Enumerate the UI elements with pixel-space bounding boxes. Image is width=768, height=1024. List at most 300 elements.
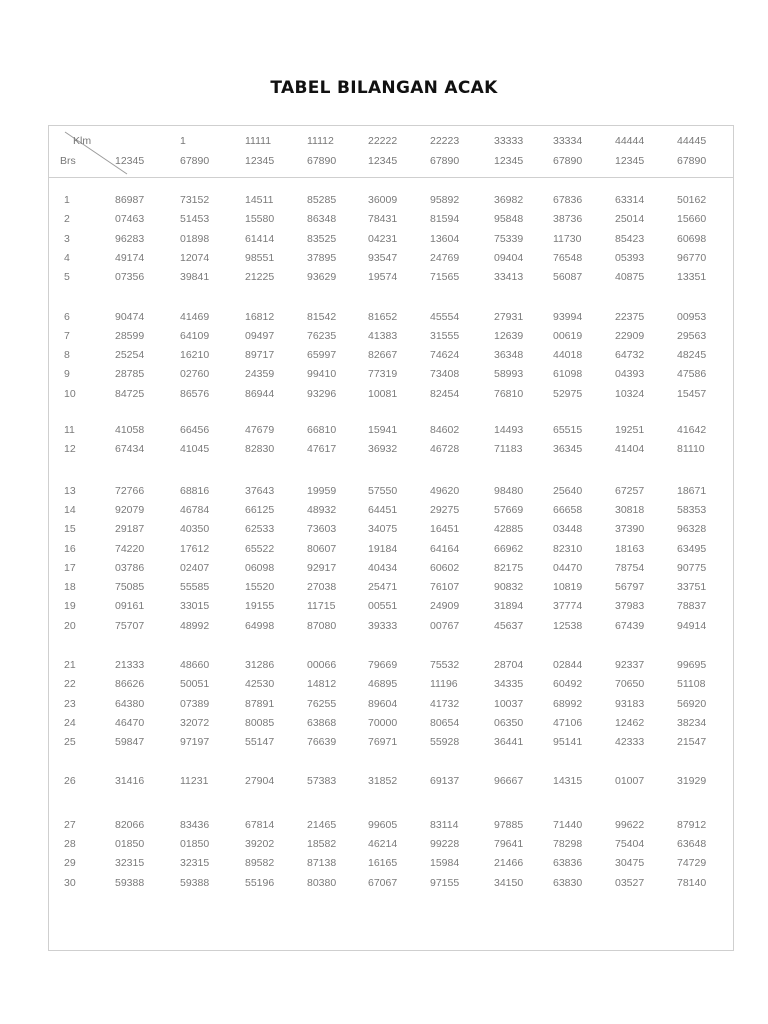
- table-cell: 76548: [553, 251, 583, 264]
- table-cell: 49620: [430, 484, 460, 497]
- row-number: 3: [64, 232, 70, 245]
- table-cell: 00066: [307, 659, 337, 671]
- table-cell: 36441: [494, 736, 524, 749]
- table-cell: 42530: [245, 678, 275, 691]
- table-cell: 60492: [553, 678, 583, 691]
- table-cell: 66962: [494, 542, 524, 555]
- table-cell: 32315: [180, 857, 210, 870]
- table-cell: 33413: [494, 271, 524, 284]
- table-cell: 16812: [245, 310, 275, 323]
- table-cell: 41045: [180, 443, 210, 456]
- table-cell: 36009: [368, 194, 398, 206]
- table-cell: 56087: [553, 271, 583, 284]
- table-cell: 86576: [180, 387, 210, 400]
- table-cell: 99605: [368, 818, 398, 831]
- table-row: [49, 504, 733, 523]
- page-title: TABEL BILANGAN ACAK: [270, 78, 498, 98]
- table-row: [49, 233, 733, 252]
- row-number: 24: [64, 716, 76, 729]
- table-cell: 12462: [615, 716, 645, 729]
- table-cell: 58993: [494, 368, 524, 381]
- table-cell: 96283: [115, 232, 145, 245]
- table-cell: 02407: [180, 561, 210, 574]
- table-cell: 46784: [180, 503, 210, 516]
- table-row: [49, 194, 733, 213]
- table-cell: 76107: [430, 581, 460, 594]
- table-cell: 14493: [494, 424, 524, 436]
- table-cell: 41383: [368, 329, 398, 342]
- table-cell: 80654: [430, 716, 460, 729]
- table-cell: 16451: [430, 523, 460, 536]
- table-cell: 40875: [615, 271, 645, 284]
- table-cell: 15984: [430, 857, 460, 870]
- table-row: [49, 659, 733, 678]
- table-row: [49, 330, 733, 349]
- table-row: [49, 717, 733, 736]
- table-row: [49, 819, 733, 838]
- table-cell: 86987: [115, 194, 145, 206]
- table-row: [49, 620, 733, 639]
- table-row: [49, 775, 733, 794]
- table-cell: 84725: [115, 387, 145, 400]
- table-cell: 65515: [553, 424, 583, 436]
- table-cell: 00551: [368, 600, 398, 613]
- table-cell: 78431: [368, 213, 398, 226]
- table-cell: 04231: [368, 232, 398, 245]
- table-cell: 19155: [245, 600, 275, 613]
- table-row: [49, 213, 733, 232]
- table-cell: 15660: [677, 213, 707, 226]
- table-cell: 48932: [307, 503, 337, 516]
- table-cell: 15941: [368, 424, 398, 436]
- table-cell: 47586: [677, 368, 707, 381]
- table-row: [49, 523, 733, 542]
- table-cell: 16210: [180, 349, 210, 362]
- table-cell: 82310: [553, 542, 583, 555]
- table-cell: 76235: [307, 329, 337, 342]
- table-cell: 17612: [180, 542, 210, 555]
- table-cell: 37643: [245, 484, 275, 497]
- row-number: 8: [64, 349, 70, 362]
- table-cell: 19184: [368, 542, 398, 555]
- random-number-table: [48, 125, 734, 951]
- table-cell: 18163: [615, 542, 645, 555]
- table-cell: 89582: [245, 857, 275, 870]
- table-cell: 11196: [430, 678, 458, 691]
- table-cell: 75085: [115, 581, 145, 594]
- table-cell: 59847: [115, 736, 145, 749]
- column-header-bottom: 12345: [115, 155, 145, 167]
- table-cell: 73603: [307, 523, 337, 536]
- column-header-top: 33333: [494, 135, 524, 147]
- table-cell: 66456: [180, 424, 210, 436]
- table-cell: 87138: [307, 857, 337, 870]
- table-cell: 55147: [245, 736, 275, 749]
- table-cell: 12639: [494, 329, 524, 342]
- table-cell: 47679: [245, 424, 275, 436]
- table-cell: 18671: [677, 484, 707, 497]
- table-cell: 37774: [553, 600, 583, 613]
- corner-column-label: Klm: [73, 135, 92, 147]
- table-cell: 68816: [180, 484, 210, 497]
- table-cell: 10324: [615, 387, 645, 400]
- table-cell: 40434: [368, 561, 398, 574]
- row-number: 17: [64, 561, 76, 574]
- table-cell: 10081: [368, 387, 398, 400]
- table-cell: 31929: [677, 774, 707, 787]
- column-header-top: 11111: [245, 135, 272, 147]
- table-cell: 75532: [430, 659, 460, 671]
- column-header-top: 22223: [430, 135, 460, 147]
- row-number: 10: [64, 387, 76, 400]
- table-cell: 09161: [115, 600, 145, 613]
- table-row: [49, 562, 733, 581]
- table-cell: 01850: [180, 838, 210, 851]
- row-number: 19: [64, 600, 76, 613]
- table-cell: 11730: [553, 232, 582, 245]
- table-cell: 39202: [245, 838, 275, 851]
- table-cell: 95892: [430, 194, 460, 206]
- table-cell: 24359: [245, 368, 275, 381]
- corner-row-label: Brs: [60, 155, 76, 167]
- table-cell: 09404: [494, 251, 524, 264]
- column-header-bottom: 67890: [430, 155, 460, 167]
- column-header-top: 1: [180, 135, 186, 147]
- table-cell: 31286: [245, 659, 275, 671]
- table-cell: 60602: [430, 561, 460, 574]
- row-number: 7: [64, 329, 70, 342]
- table-cell: 71183: [494, 443, 523, 456]
- table-cell: 98480: [494, 484, 524, 497]
- table-cell: 56920: [677, 697, 707, 710]
- table-cell: 36932: [368, 443, 398, 456]
- table-row: [49, 368, 733, 387]
- table-cell: 52975: [553, 387, 583, 400]
- table-cell: 90474: [115, 310, 145, 323]
- table-cell: 41058: [115, 424, 145, 436]
- table-row: [49, 857, 733, 876]
- table-cell: 63314: [615, 194, 645, 206]
- row-number: 25: [64, 736, 76, 749]
- table-cell: 82454: [430, 387, 460, 400]
- table-row: [49, 678, 733, 697]
- table-cell: 30818: [615, 503, 645, 516]
- table-cell: 33751: [677, 581, 707, 594]
- table-cell: 67434: [115, 443, 145, 456]
- row-number: 14: [64, 503, 76, 516]
- table-cell: 22909: [615, 329, 645, 342]
- table-cell: 19959: [307, 484, 337, 497]
- table-cell: 66125: [245, 503, 275, 516]
- table-row: [49, 581, 733, 600]
- table-cell: 21466: [494, 857, 524, 870]
- table-cell: 31416: [115, 774, 145, 787]
- row-number: 20: [64, 619, 76, 632]
- table-cell: 28599: [115, 329, 145, 342]
- table-cell: 44018: [553, 349, 583, 362]
- row-number: 27: [64, 818, 76, 831]
- table-row: [49, 736, 733, 755]
- table-cell: 31894: [494, 600, 524, 613]
- table-cell: 99695: [677, 659, 707, 671]
- column-header-bottom: 12345: [494, 155, 524, 167]
- table-cell: 01850: [115, 838, 145, 851]
- table-header: [49, 126, 733, 178]
- table-cell: 73408: [430, 368, 460, 381]
- table-cell: 04393: [615, 368, 645, 381]
- table-cell: 21333: [115, 659, 145, 671]
- table-cell: 01898: [180, 232, 210, 245]
- row-number: 15: [64, 523, 76, 536]
- table-row: [49, 698, 733, 717]
- table-cell: 80085: [245, 716, 275, 729]
- table-cell: 63495: [677, 542, 707, 555]
- table-cell: 42885: [494, 523, 524, 536]
- table-row: [49, 877, 733, 896]
- table-cell: 87891: [245, 697, 275, 710]
- table-cell: 15520: [245, 581, 275, 594]
- table-cell: 80607: [307, 542, 337, 555]
- table-cell: 34335: [494, 678, 524, 691]
- table-cell: 05393: [615, 251, 645, 264]
- table-cell: 57383: [307, 774, 337, 787]
- table-cell: 16165: [368, 857, 398, 870]
- table-cell: 84602: [430, 424, 460, 436]
- table-cell: 93547: [368, 251, 398, 264]
- table-cell: 03448: [553, 523, 583, 536]
- table-cell: 76255: [307, 697, 337, 710]
- table-cell: 79641: [494, 838, 524, 851]
- table-cell: 64451: [368, 503, 398, 516]
- table-cell: 19251: [615, 424, 645, 436]
- column-header-bottom: 12345: [368, 155, 398, 167]
- table-cell: 14315: [553, 774, 583, 787]
- table-cell: 64109: [180, 329, 210, 342]
- table-cell: 36348: [494, 349, 524, 362]
- table-row: [49, 388, 733, 407]
- table-cell: 89717: [245, 349, 275, 362]
- table-cell: 12074: [180, 251, 210, 264]
- table-cell: 63868: [307, 716, 337, 729]
- table-cell: 07356: [115, 271, 145, 284]
- table-cell: 74729: [677, 857, 707, 870]
- table-cell: 95848: [494, 213, 524, 226]
- table-cell: 86348: [307, 213, 337, 226]
- table-cell: 00953: [677, 310, 707, 323]
- table-cell: 96770: [677, 251, 707, 264]
- table-cell: 74624: [430, 349, 460, 362]
- table-cell: 74220: [115, 542, 145, 555]
- table-cell: 81542: [307, 310, 337, 323]
- table-cell: 93629: [307, 271, 337, 284]
- row-number: 29: [64, 857, 76, 870]
- table-cell: 29187: [115, 523, 145, 536]
- table-cell: 51453: [180, 213, 210, 226]
- table-cell: 78754: [615, 561, 645, 574]
- row-number: 23: [64, 697, 76, 710]
- table-cell: 66810: [307, 424, 337, 436]
- table-cell: 59388: [115, 876, 145, 889]
- table-cell: 48992: [180, 619, 210, 632]
- table-row: [49, 271, 733, 290]
- table-cell: 89604: [368, 697, 398, 710]
- table-cell: 03527: [615, 876, 645, 889]
- table-cell: 47106: [553, 716, 583, 729]
- table-row: [49, 424, 733, 443]
- table-cell: 79669: [368, 659, 398, 671]
- table-cell: 64998: [245, 619, 275, 632]
- table-cell: 60698: [677, 232, 707, 245]
- table-cell: 67814: [245, 818, 275, 831]
- table-cell: 25014: [615, 213, 645, 226]
- table-cell: 63648: [677, 838, 707, 851]
- table-cell: 00619: [553, 329, 583, 342]
- table-cell: 95141: [553, 736, 583, 749]
- table-cell: 86626: [115, 678, 145, 691]
- table-cell: 48660: [180, 659, 210, 671]
- row-number: 21: [64, 659, 76, 671]
- table-cell: 67067: [368, 876, 398, 889]
- table-cell: 02760: [180, 368, 210, 381]
- table-cell: 01007: [615, 774, 645, 787]
- table-cell: 83114: [430, 818, 459, 831]
- table-cell: 57669: [494, 503, 524, 516]
- table-cell: 71565: [430, 271, 460, 284]
- table-cell: 46214: [368, 838, 398, 851]
- table-cell: 41469: [180, 310, 210, 323]
- column-header-bottom: 67890: [180, 155, 210, 167]
- table-cell: 15580: [245, 213, 275, 226]
- table-row: [49, 838, 733, 857]
- table-cell: 31852: [368, 774, 398, 787]
- table-cell: 34075: [368, 523, 398, 536]
- table-cell: 63830: [553, 876, 583, 889]
- table-cell: 49174: [115, 251, 145, 264]
- table-cell: 94914: [677, 619, 707, 632]
- table-cell: 82175: [494, 561, 524, 574]
- row-number: 9: [64, 368, 70, 381]
- table-cell: 90775: [677, 561, 707, 574]
- table-cell: 96328: [677, 523, 707, 536]
- table-cell: 25254: [115, 349, 145, 362]
- table-cell: 73152: [180, 194, 210, 206]
- table-cell: 82830: [245, 443, 275, 456]
- table-row: [49, 252, 733, 271]
- row-number: 13: [64, 484, 76, 497]
- table-cell: 92079: [115, 503, 145, 516]
- table-cell: 86944: [245, 387, 275, 400]
- table-cell: 97155: [430, 876, 460, 889]
- row-number: 28: [64, 838, 76, 851]
- table-cell: 38736: [553, 213, 583, 226]
- table-cell: 33015: [180, 600, 210, 613]
- table-cell: 32315: [115, 857, 145, 870]
- table-row: [49, 349, 733, 368]
- row-number: 18: [64, 581, 76, 594]
- column-header-top: 44444: [615, 135, 645, 147]
- table-cell: 55196: [245, 876, 275, 889]
- table-cell: 65522: [245, 542, 275, 555]
- table-cell: 55928: [430, 736, 460, 749]
- column-header-bottom: 12345: [245, 155, 275, 167]
- row-number: 6: [64, 310, 70, 323]
- table-row: [49, 543, 733, 562]
- table-row: [49, 443, 733, 462]
- table-cell: 87080: [307, 619, 337, 632]
- table-cell: 99410: [307, 368, 337, 381]
- table-cell: 99622: [615, 818, 645, 831]
- table-cell: 36345: [553, 443, 583, 456]
- row-number: 30: [64, 876, 76, 889]
- column-header-top: 44445: [677, 135, 707, 147]
- table-cell: 99228: [430, 838, 460, 851]
- row-number: 11: [64, 424, 75, 436]
- table-cell: 28785: [115, 368, 145, 381]
- table-cell: 10819: [553, 581, 583, 594]
- table-cell: 37895: [307, 251, 337, 264]
- table-cell: 67257: [615, 484, 645, 497]
- table-cell: 22375: [615, 310, 645, 323]
- row-number: 26: [64, 774, 76, 787]
- table-cell: 21547: [677, 736, 707, 749]
- table-cell: 03786: [115, 561, 145, 574]
- table-cell: 46895: [368, 678, 398, 691]
- table-cell: 25640: [553, 484, 583, 497]
- table-cell: 62533: [245, 523, 275, 536]
- column-header-bottom: 67890: [677, 155, 707, 167]
- table-cell: 34150: [494, 876, 524, 889]
- table-cell: 70000: [368, 716, 398, 729]
- table-cell: 57550: [368, 484, 398, 497]
- table-cell: 31555: [430, 329, 460, 342]
- table-cell: 37390: [615, 523, 645, 536]
- table-cell: 47617: [307, 443, 337, 456]
- table-cell: 77319: [368, 368, 398, 381]
- table-cell: 21225: [245, 271, 275, 284]
- table-cell: 11715: [307, 600, 336, 613]
- table-cell: 66658: [553, 503, 583, 516]
- table-cell: 78298: [553, 838, 583, 851]
- row-number: 2: [64, 213, 70, 226]
- row-number: 16: [64, 542, 76, 555]
- table-cell: 06350: [494, 716, 524, 729]
- table-cell: 37983: [615, 600, 645, 613]
- table-cell: 39841: [180, 271, 210, 284]
- table-cell: 29275: [430, 503, 460, 516]
- table-cell: 82066: [115, 818, 145, 831]
- table-cell: 07463: [115, 213, 145, 226]
- table-cell: 70650: [615, 678, 645, 691]
- table-cell: 81652: [368, 310, 398, 323]
- table-cell: 98551: [245, 251, 275, 264]
- table-cell: 82667: [368, 349, 398, 362]
- table-cell: 81594: [430, 213, 460, 226]
- table-cell: 85285: [307, 194, 337, 206]
- table-cell: 78140: [677, 876, 707, 889]
- table-cell: 59388: [180, 876, 210, 889]
- table-cell: 41404: [615, 443, 645, 456]
- column-header-top: 11112: [307, 135, 334, 147]
- row-number: 1: [64, 194, 70, 206]
- table-cell: 72766: [115, 484, 145, 497]
- row-number: 5: [64, 271, 70, 284]
- table-cell: 83436: [180, 818, 210, 831]
- table-cell: 97197: [180, 736, 210, 749]
- table-cell: 56797: [615, 581, 645, 594]
- table-cell: 64732: [615, 349, 645, 362]
- table-cell: 71440: [553, 818, 583, 831]
- table-cell: 50162: [677, 194, 707, 206]
